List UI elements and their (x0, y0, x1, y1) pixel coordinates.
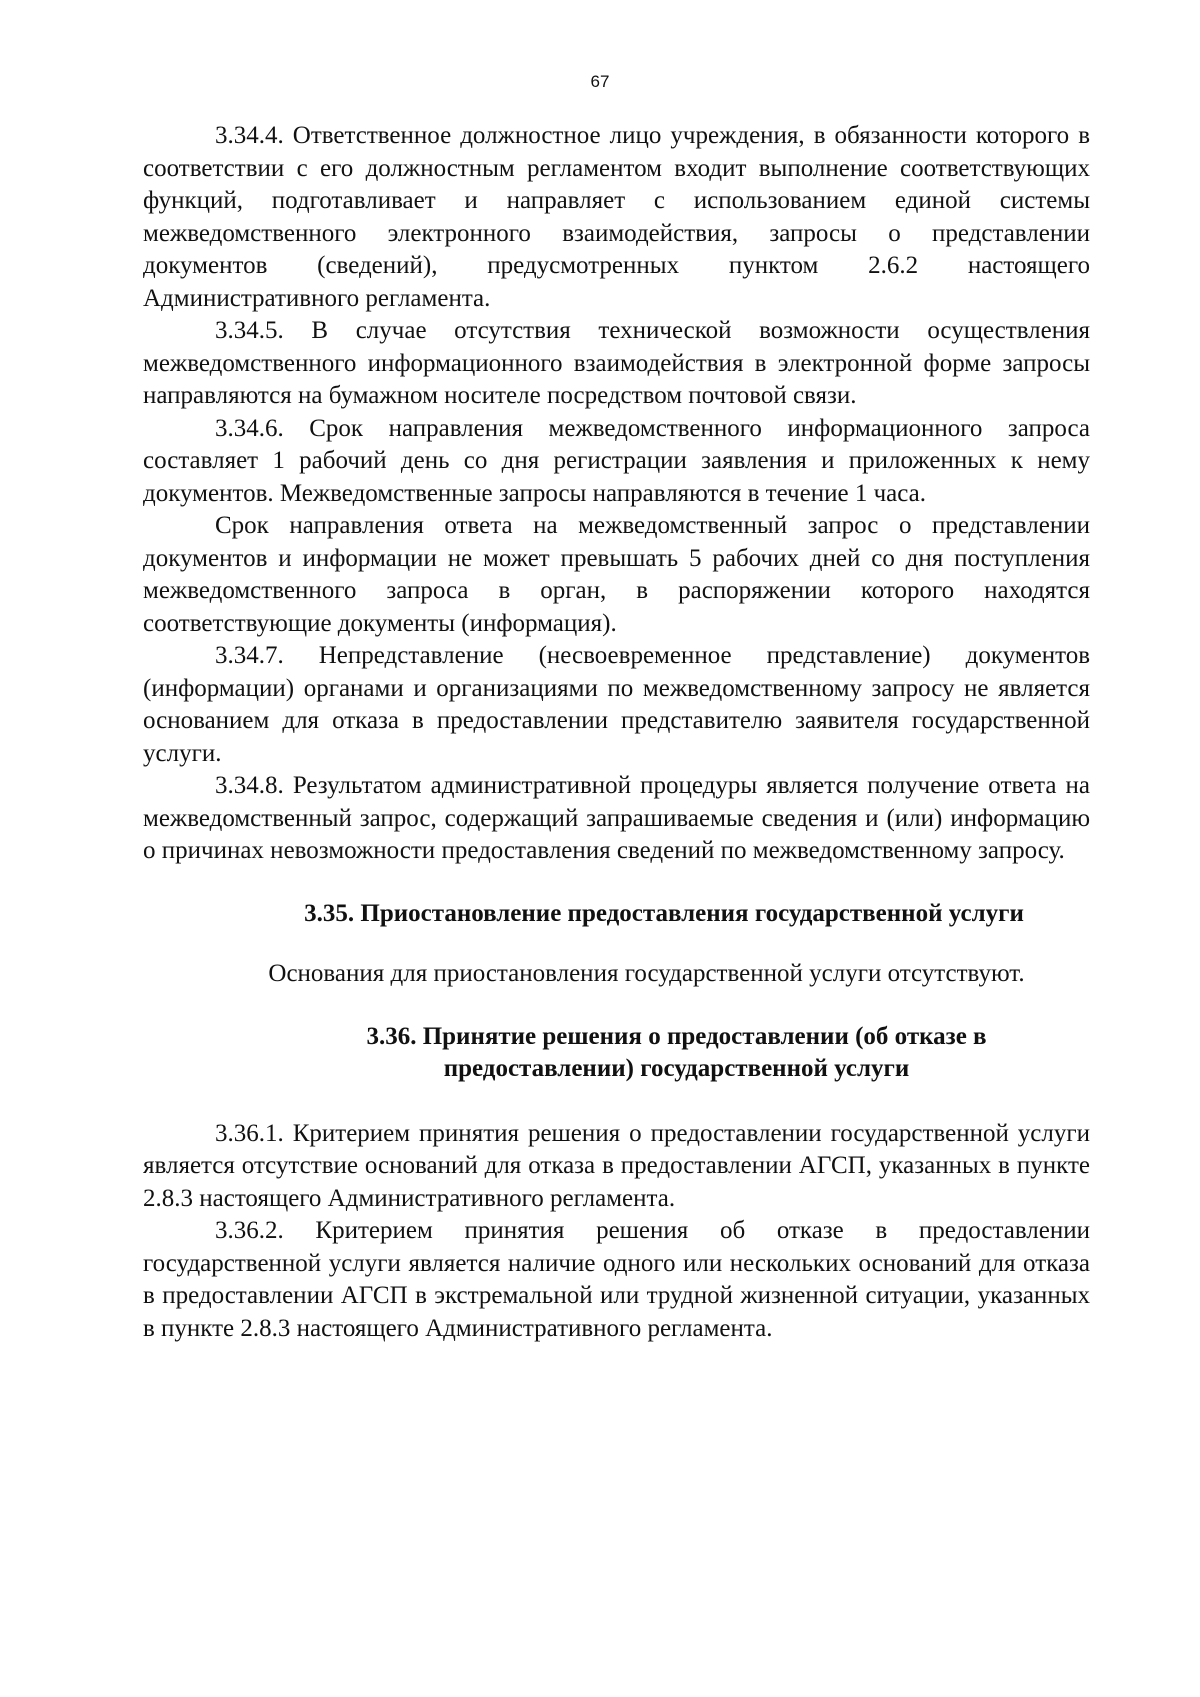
section-heading-3-36-line1: 3.36. Принятие решения о предоставлении (об отказе в (366, 1022, 987, 1050)
section-heading-3-36-line2: предоставлении) государственной услуги (443, 1055, 910, 1082)
page-number: 67 (590, 72, 610, 91)
paragraph-response-deadline: Срок направления ответа на межведомственный запрос о представлении документов и информации не может превышать 5 рабочих дней со дня поступления межведомственного запроса в орган, в распоряжении которого находятся соответствующие документы (информация). (143, 512, 1090, 637)
paragraph-3-34-8: 3.34.8. Результатом административной процедуры является получение ответа на межведомственный запрос, содержащий запрашиваемые сведения и (или) информацию о причинах невозможности предоставления сведений по межведомственному запросу. (143, 772, 1090, 864)
section-heading-3-36 (143, 1021, 1090, 1086)
section-heading-3-35: 3.35. Приостановление предоставления государственной услуги (304, 899, 1024, 927)
paragraph-3-34-7: 3.34.7. Непредставление (несвоевременное представление) документов (информации) органами и организациями по межведомственному запросу не является основанием для отказа в предоставлении представителю заявителя государственной услуги. (143, 642, 1090, 767)
paragraph-3-36-2: 3.36.2. Критерием принятия решения об отказе в предоставлении государственной услуги является наличие одного или нескольких оснований для отказа в предоставлении АГСП в экстремальной или трудной жизненной ситуации, указанных в пункте 2.8.3 настоящего Административного регламента. (143, 1217, 1090, 1342)
paragraph-3-34-6: 3.34.6. Срок направления межведомственного информационного запроса составляет 1 рабочий день со дня регистрации заявления и приложенных к нему документов. Межведомственные запросы направляются в течение 1 часа. (143, 414, 1090, 507)
paragraph-suspension-grounds: Основания для приостановления государственной услуги отсутствуют. (268, 960, 1025, 987)
paragraph-3-34-5: 3.34.5. В случае отсутствия технической возможности осуществления межведомственного информационного взаимодействия в электронной форме запросы направляются на бумажном носителе посредством почтовой связи. (143, 317, 1090, 409)
page-content (143, 120, 1090, 1345)
paragraph-3-36-1: 3.36.1. Критерием принятия решения о предоставлении государственной услуги является отсутствие оснований для отказа в предоставлении АГСП, указанных в пункте 2.8.3 настоящего Административного регламента. (143, 1119, 1090, 1212)
paragraph-3-34-4: 3.34.4. Ответственное должностное лицо учреждения, в обязанности которого в соответствии с его должностным регламентом входит выполнение соответствующих функций, подготавливает и направляет с использованием единой системы межведомственного электронного взаимодействия, запросы о представлении документов (сведений), предусмотренных пунктом 2.6.2 настоящего Административного регламента. (143, 122, 1090, 312)
